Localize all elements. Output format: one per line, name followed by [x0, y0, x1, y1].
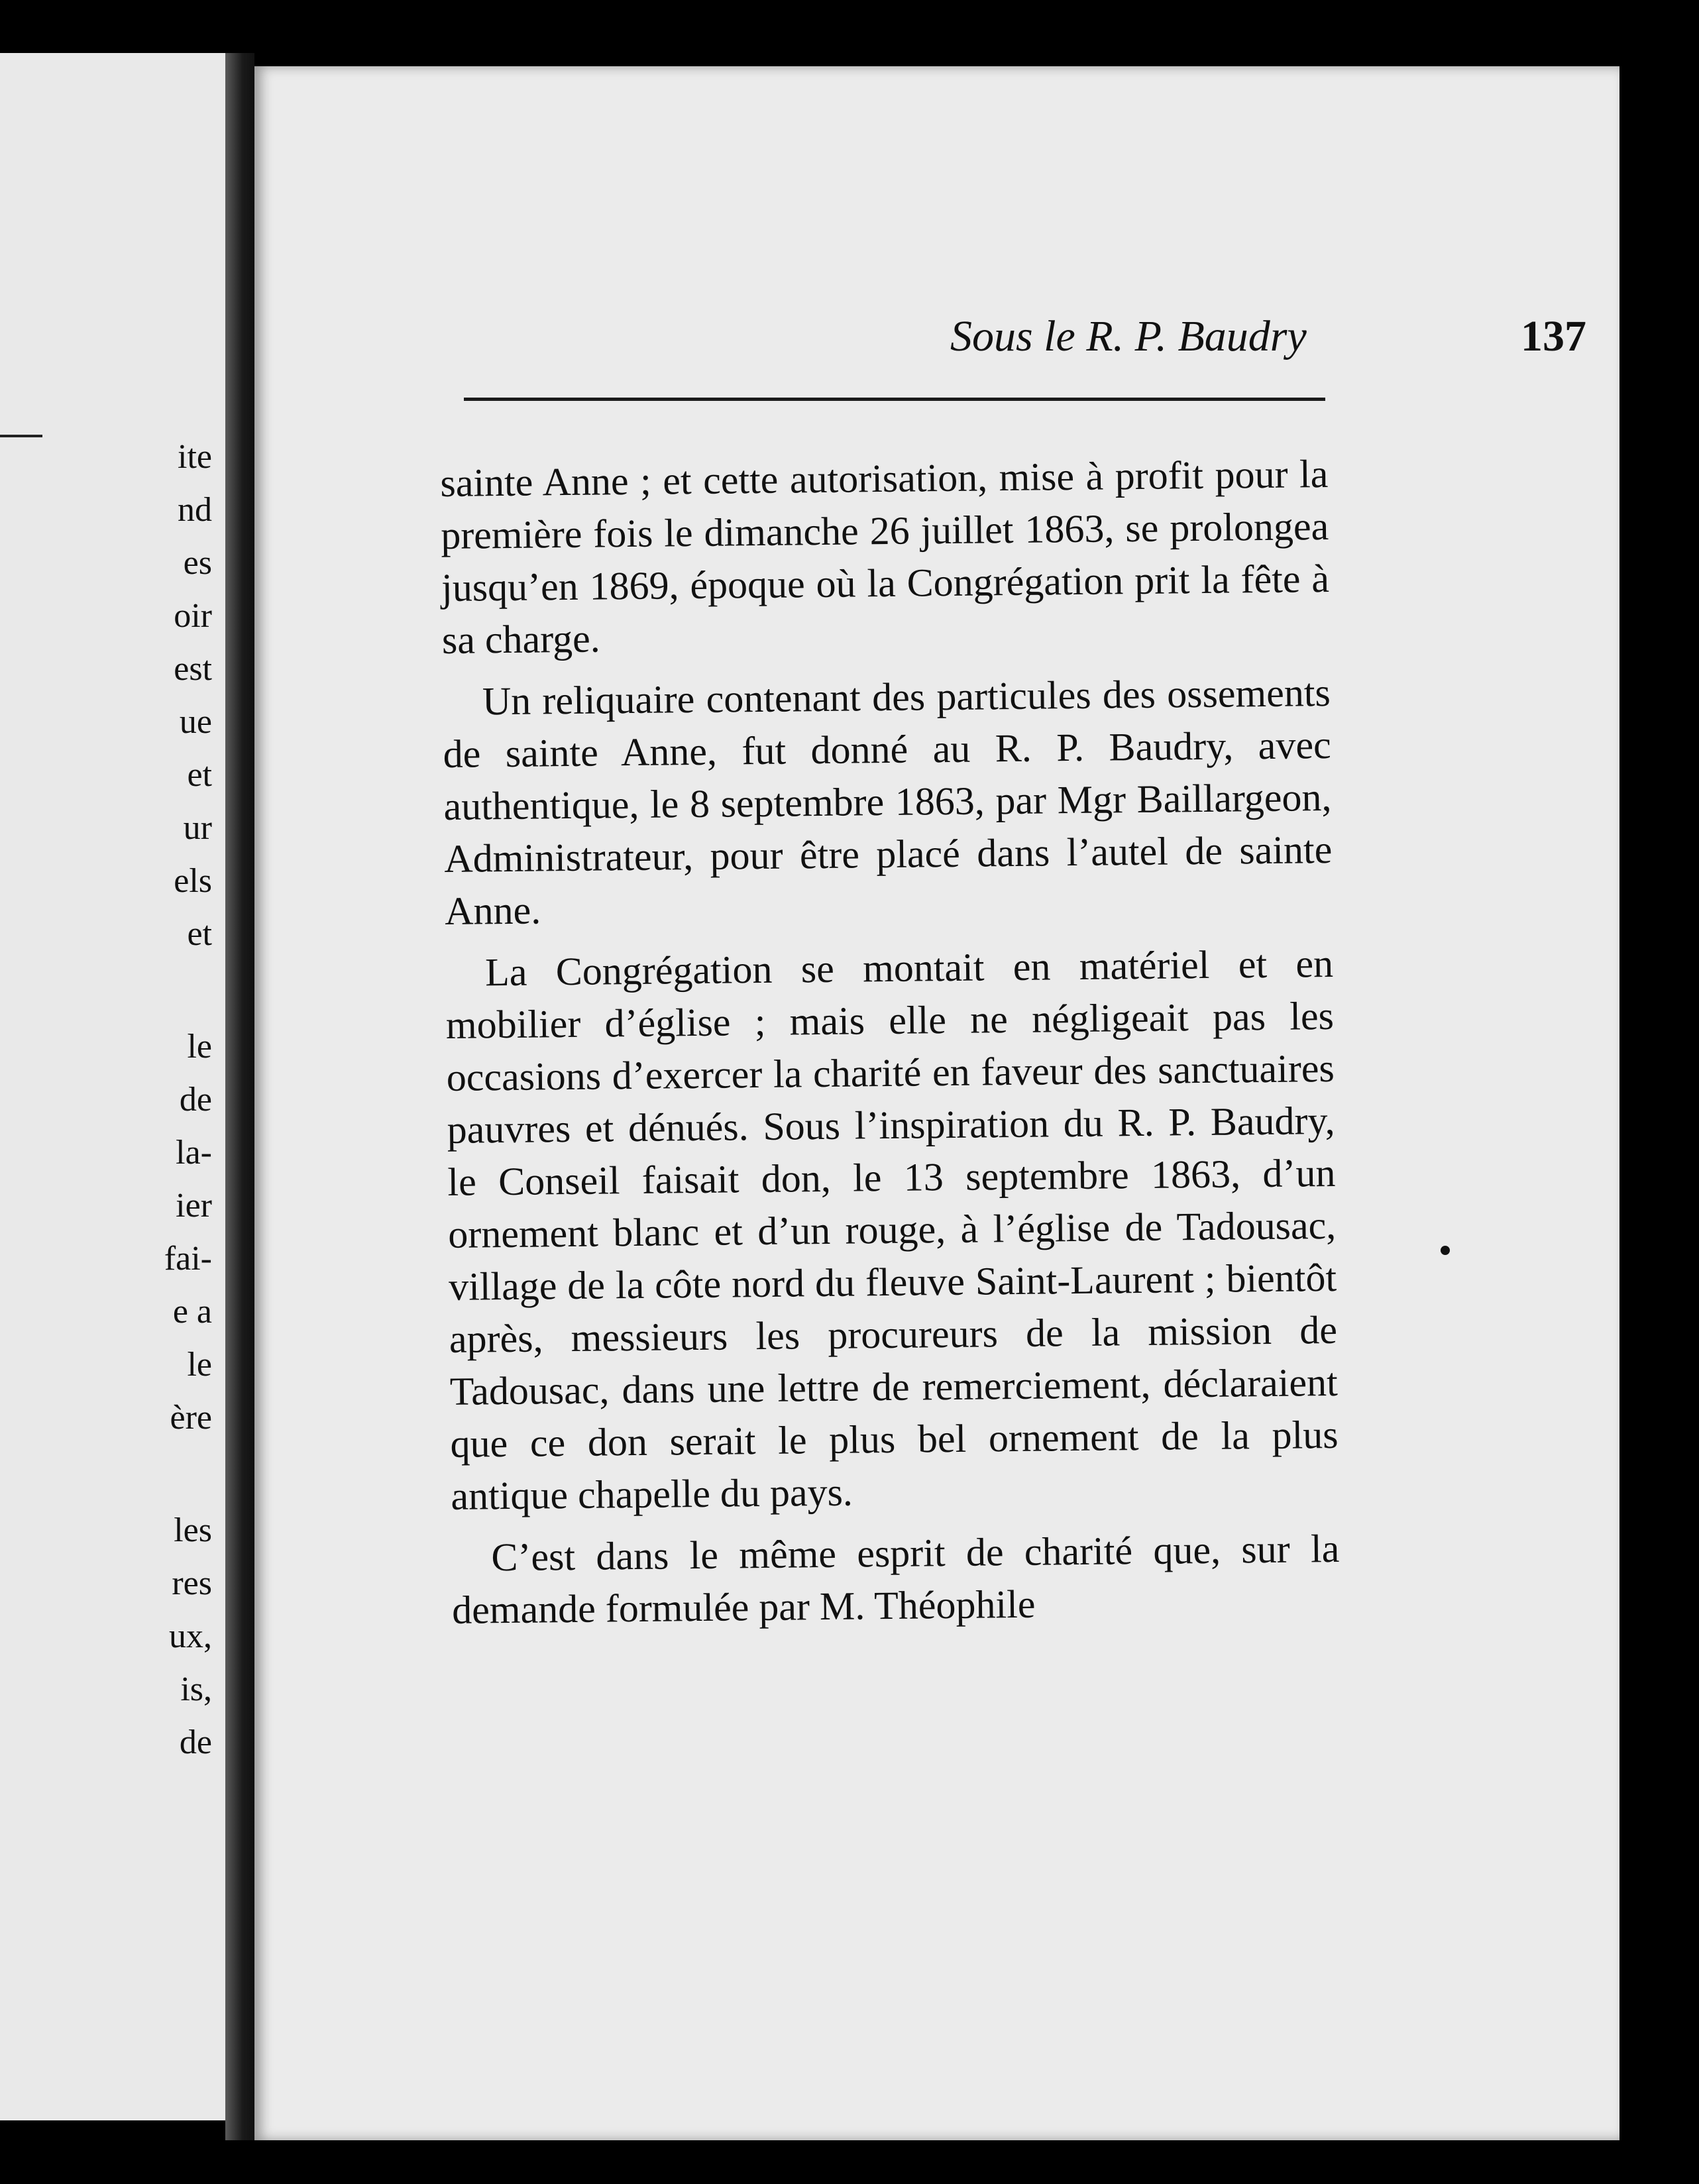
previous-page-line: is, [180, 1670, 212, 1708]
previous-page-line: oir [174, 597, 212, 635]
paragraph: La Congrégation se montait en matériel et en mobilier d’église ; mais elle ne négligeait pas les occasions d’exercer la charité en faveur des sanctuaires pauvres et dénués. Sous l’inspiration du R. P. Baudry, le Conseil faisait don, le 13 septembre 1863, d’un ornement blanc et d’un rouge, à l’église de Tadousac, village de la côte nord du fleuve Saint-Laurent ; bientôt après, messieurs les procureurs de la mission de Tadousac, dans une lettre de remerciement, déclaraient que ce don serait le plus bel ornement de la plus antique chapelle du pays. [445, 941, 1339, 1518]
previous-page-line: le [187, 1028, 212, 1065]
running-head [692, 311, 1586, 384]
ink-spot [1441, 1246, 1450, 1255]
previous-page-line: le [187, 1346, 212, 1384]
previous-page-line: la- [176, 1134, 212, 1172]
previous-page-line: nd [178, 491, 212, 529]
previous-page-line: ur [183, 809, 212, 847]
previous-page-line: ue [179, 703, 212, 741]
page-number: 137 [1521, 312, 1586, 360]
previous-page-line: ux, [169, 1617, 212, 1655]
paragraph: Un reliquaire contenant des particules des ossements de sainte Anne, fut donné au R. P. Baudry, avec authentique, le 8 septembre 1863, par Mgr Baillargeon, Administrateur, pour être placé dans l’autel de sainte Anne. [443, 670, 1333, 933]
previous-page-line: est [174, 650, 212, 688]
paragraph: sainte Anne ; et cette autorisation, mise à profit pour la première fois le dimanche 26 juillet 1863, se prolongea jusqu’en 1869, époque où la Congrégation prit la fête à sa charge. [440, 451, 1330, 662]
header-rule [464, 398, 1325, 401]
previous-page-line: de [179, 1723, 212, 1761]
previous-page-line: et [187, 756, 212, 794]
page-body [440, 448, 1341, 1646]
previous-page-line: et [187, 915, 212, 953]
previous-page-line: es [183, 544, 212, 582]
previous-page-line: els [174, 862, 212, 900]
previous-page-line: fai- [164, 1240, 212, 1278]
previous-page-line: ite [178, 438, 212, 476]
previous-page-line: de [179, 1081, 212, 1119]
previous-page-line: les [174, 1511, 212, 1549]
running-title: Sous le R. P. Baudry [950, 312, 1307, 360]
book-gutter [225, 53, 254, 2140]
previous-page-line: ier [176, 1187, 212, 1225]
previous-page [0, 53, 225, 2120]
previous-page-line: e a [172, 1293, 212, 1331]
previous-page-line: ère [170, 1399, 212, 1437]
previous-page-rule [0, 435, 42, 437]
previous-page-line: res [172, 1564, 212, 1602]
paragraph: C’est dans le même esprit de charité que, sur la demande formulée par M. Théophile [451, 1526, 1340, 1632]
book-page [254, 66, 1619, 2140]
